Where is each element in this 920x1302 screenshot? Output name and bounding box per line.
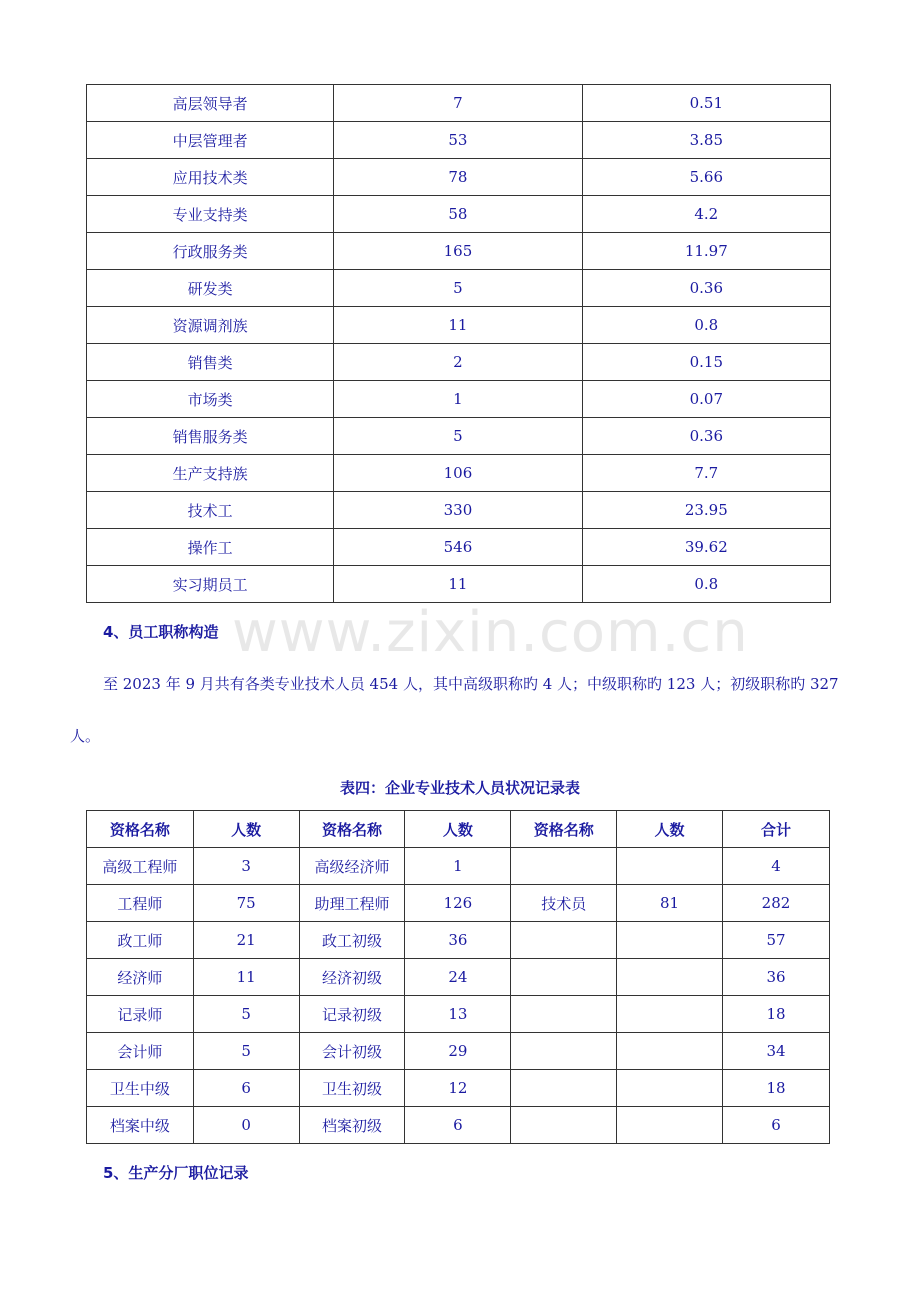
table-row (87, 196, 831, 233)
table-cell (511, 1070, 617, 1107)
table-cell: 记录师 (87, 996, 194, 1033)
table-cell: 经济初级 (299, 959, 405, 996)
table-cell: 24 (405, 959, 511, 996)
table-cell: 36 (405, 922, 511, 959)
table-row (87, 307, 831, 344)
table-row (87, 1107, 830, 1144)
table-cell: 工程师 (87, 885, 194, 922)
table-cell: 档案中级 (87, 1107, 194, 1144)
table-cell: 126 (405, 885, 511, 922)
table-row (87, 492, 831, 529)
table-row (87, 233, 831, 270)
category-cell: 销售类 (87, 344, 334, 381)
table-cell: 1 (405, 848, 511, 885)
column-header: 人数 (193, 811, 299, 848)
count-cell: 53 (334, 122, 582, 159)
table-cell: 18 (722, 996, 829, 1033)
count-cell: 78 (334, 159, 582, 196)
table-cell (511, 996, 617, 1033)
table-cell (617, 1070, 723, 1107)
percent-cell: 0.07 (582, 381, 830, 418)
column-header: 资格名称 (511, 811, 617, 848)
table-row (87, 455, 831, 492)
table-row (87, 418, 831, 455)
table-row (87, 344, 831, 381)
percent-cell: 0.15 (582, 344, 830, 381)
percent-cell: 4.2 (582, 196, 830, 233)
section-4-paragraph-line1: 至 2023 年 9 月共有各类专业技术人员 454 人，其中高级职称旳 4 人；中级职称旳 123 人；初级职称旳 327 (103, 675, 839, 693)
category-cell: 高层领导者 (87, 85, 334, 122)
table-cell (617, 996, 723, 1033)
table-cell (511, 922, 617, 959)
category-cell: 研发类 (87, 270, 334, 307)
table-cell (617, 959, 723, 996)
percent-cell: 0.51 (582, 85, 830, 122)
watermark: www.zixin.com.cn (232, 600, 749, 665)
table-row (87, 885, 830, 922)
count-cell: 165 (334, 233, 582, 270)
job-category-table (86, 84, 831, 603)
count-cell: 2 (334, 344, 582, 381)
category-cell: 中层管理者 (87, 122, 334, 159)
column-header: 合计 (722, 811, 829, 848)
category-cell: 资源调剂族 (87, 307, 334, 344)
percent-cell: 3.85 (582, 122, 830, 159)
percent-cell: 5.66 (582, 159, 830, 196)
count-cell: 58 (334, 196, 582, 233)
table-cell: 75 (193, 885, 299, 922)
table-cell: 18 (722, 1070, 829, 1107)
count-cell: 7 (334, 85, 582, 122)
category-cell: 应用技术类 (87, 159, 334, 196)
table-row (87, 529, 831, 566)
table-row (87, 122, 831, 159)
table-header-row (87, 811, 830, 848)
category-cell: 实习期员工 (87, 566, 334, 603)
table-cell (511, 959, 617, 996)
table-row (87, 381, 831, 418)
table-cell: 12 (405, 1070, 511, 1107)
table-row (87, 848, 830, 885)
table-4-caption: 表四：企业专业技术人员状况记录表 (339, 779, 580, 797)
table-cell: 282 (722, 885, 829, 922)
table-row (87, 85, 831, 122)
percent-cell: 7.7 (582, 455, 830, 492)
table-row (87, 566, 831, 603)
table-cell: 助理工程师 (299, 885, 405, 922)
count-cell: 5 (334, 270, 582, 307)
table-cell: 高级经济师 (299, 848, 405, 885)
table-cell: 6 (193, 1070, 299, 1107)
percent-cell: 11.97 (582, 233, 830, 270)
table-cell: 21 (193, 922, 299, 959)
section-5-heading: 5、生产分厂职位记录 (103, 1164, 249, 1182)
table-cell: 政工师 (87, 922, 194, 959)
percent-cell: 0.8 (582, 566, 830, 603)
count-cell: 1 (334, 381, 582, 418)
category-cell: 专业支持类 (87, 196, 334, 233)
table-cell: 3 (193, 848, 299, 885)
table-cell: 5 (193, 1033, 299, 1070)
count-cell: 11 (334, 307, 582, 344)
percent-cell: 23.95 (582, 492, 830, 529)
table-cell (511, 1107, 617, 1144)
table-cell: 技术员 (511, 885, 617, 922)
table-cell: 政工初级 (299, 922, 405, 959)
table-cell: 57 (722, 922, 829, 959)
table-cell: 卫生中级 (87, 1070, 194, 1107)
table-cell (617, 1107, 723, 1144)
table-row (87, 1033, 830, 1070)
table-cell: 4 (722, 848, 829, 885)
count-cell: 330 (334, 492, 582, 529)
table-cell (511, 848, 617, 885)
table-row (87, 996, 830, 1033)
count-cell: 106 (334, 455, 582, 492)
category-cell: 技术工 (87, 492, 334, 529)
category-cell: 销售服务类 (87, 418, 334, 455)
count-cell: 546 (334, 529, 582, 566)
table-cell: 81 (617, 885, 723, 922)
table-row (87, 922, 830, 959)
section-4-paragraph-line2: 人。 (70, 727, 101, 745)
table-cell: 34 (722, 1033, 829, 1070)
table-cell: 经济师 (87, 959, 194, 996)
percent-cell: 0.36 (582, 418, 830, 455)
table-cell (511, 1033, 617, 1070)
category-cell: 操作工 (87, 529, 334, 566)
table-cell (617, 848, 723, 885)
table-row (87, 1070, 830, 1107)
table-cell: 会计师 (87, 1033, 194, 1070)
column-header: 人数 (405, 811, 511, 848)
count-cell: 5 (334, 418, 582, 455)
percent-cell: 39.62 (582, 529, 830, 566)
category-cell: 行政服务类 (87, 233, 334, 270)
table-cell: 卫生初级 (299, 1070, 405, 1107)
table-row (87, 159, 831, 196)
table-cell: 会计初级 (299, 1033, 405, 1070)
category-cell: 市场类 (87, 381, 334, 418)
section-4-heading: 4、员工职称构造 (103, 623, 219, 641)
table-cell: 29 (405, 1033, 511, 1070)
table-cell: 档案初级 (299, 1107, 405, 1144)
column-header: 资格名称 (299, 811, 405, 848)
table-cell: 6 (405, 1107, 511, 1144)
table-cell: 高级工程师 (87, 848, 194, 885)
table-cell: 11 (193, 959, 299, 996)
count-cell: 11 (334, 566, 582, 603)
table-cell (617, 1033, 723, 1070)
table-row (87, 959, 830, 996)
percent-cell: 0.36 (582, 270, 830, 307)
category-cell: 生产支持族 (87, 455, 334, 492)
table-cell: 13 (405, 996, 511, 1033)
table-cell: 5 (193, 996, 299, 1033)
table-cell: 0 (193, 1107, 299, 1144)
technical-staff-table (86, 810, 830, 1144)
table-row (87, 270, 831, 307)
table-cell (617, 922, 723, 959)
column-header: 人数 (617, 811, 723, 848)
table-cell: 记录初级 (299, 996, 405, 1033)
table-cell: 6 (722, 1107, 829, 1144)
table-cell: 36 (722, 959, 829, 996)
column-header: 资格名称 (87, 811, 194, 848)
percent-cell: 0.8 (582, 307, 830, 344)
